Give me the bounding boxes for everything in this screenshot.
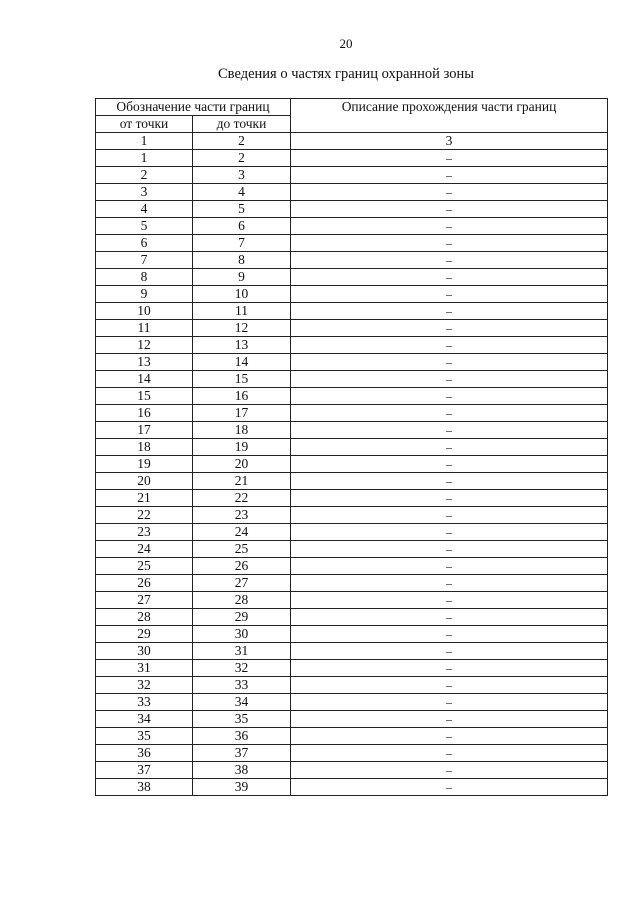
to-point-cell: 4: [193, 184, 291, 201]
from-point-cell: 32: [96, 677, 193, 694]
to-point-cell: 17: [193, 405, 291, 422]
table-row: [96, 473, 608, 490]
table-row: [96, 779, 608, 796]
description-cell: –: [291, 677, 608, 694]
to-point-cell: 25: [193, 541, 291, 558]
header-from-point: от точки: [96, 116, 193, 133]
column-index-cell: 3: [291, 133, 608, 150]
from-point-cell: 27: [96, 592, 193, 609]
table-row: [96, 558, 608, 575]
header-boundary-description: Описание прохождения части границ: [291, 99, 608, 133]
from-point-cell: 22: [96, 507, 193, 524]
from-point-cell: 29: [96, 626, 193, 643]
description-cell: –: [291, 711, 608, 728]
description-cell: –: [291, 490, 608, 507]
to-point-cell: 36: [193, 728, 291, 745]
to-point-cell: 14: [193, 354, 291, 371]
to-point-cell: 16: [193, 388, 291, 405]
table-row: [96, 371, 608, 388]
to-point-cell: 8: [193, 252, 291, 269]
table-row: [96, 762, 608, 779]
table-row: [96, 201, 608, 218]
table-row: [96, 490, 608, 507]
table-row: [96, 388, 608, 405]
from-point-cell: 33: [96, 694, 193, 711]
header-boundary-part-designation: Обозначение части границ: [96, 99, 291, 116]
table-row: [96, 745, 608, 762]
description-cell: –: [291, 388, 608, 405]
description-cell: –: [291, 609, 608, 626]
boundary-parts-table: [95, 98, 608, 796]
description-cell: –: [291, 405, 608, 422]
description-cell: –: [291, 320, 608, 337]
description-cell: –: [291, 303, 608, 320]
description-cell: –: [291, 575, 608, 592]
to-point-cell: 9: [193, 269, 291, 286]
table-row: [96, 456, 608, 473]
to-point-cell: 33: [193, 677, 291, 694]
description-cell: –: [291, 354, 608, 371]
from-point-cell: 17: [96, 422, 193, 439]
from-point-cell: 15: [96, 388, 193, 405]
description-cell: –: [291, 541, 608, 558]
to-point-cell: 32: [193, 660, 291, 677]
to-point-cell: 24: [193, 524, 291, 541]
table-row: [96, 303, 608, 320]
description-cell: –: [291, 252, 608, 269]
description-cell: –: [291, 422, 608, 439]
from-point-cell: 19: [96, 456, 193, 473]
document-title: Сведения о частях границ охранной зоны: [218, 66, 474, 82]
description-cell: –: [291, 371, 608, 388]
table-row: [96, 728, 608, 745]
from-point-cell: 16: [96, 405, 193, 422]
to-point-cell: 18: [193, 422, 291, 439]
description-cell: –: [291, 337, 608, 354]
table-row: [96, 286, 608, 303]
table-row: [96, 354, 608, 371]
table-row: [96, 609, 608, 626]
description-cell: –: [291, 762, 608, 779]
from-point-cell: 30: [96, 643, 193, 660]
column-index-cell: 2: [193, 133, 291, 150]
table-row: [96, 439, 608, 456]
from-point-cell: 38: [96, 779, 193, 796]
from-point-cell: 6: [96, 235, 193, 252]
to-point-cell: 38: [193, 762, 291, 779]
to-point-cell: 3: [193, 167, 291, 184]
description-cell: –: [291, 456, 608, 473]
from-point-cell: 1: [96, 150, 193, 167]
header-to-point: до точки: [193, 116, 291, 133]
to-point-cell: 13: [193, 337, 291, 354]
description-cell: –: [291, 167, 608, 184]
to-point-cell: 7: [193, 235, 291, 252]
table-row: [96, 252, 608, 269]
table-row: [96, 677, 608, 694]
table-header: [96, 99, 608, 150]
table-row: [96, 235, 608, 252]
table-row: [96, 405, 608, 422]
page-number: 20: [339, 36, 353, 51]
table-row: [96, 150, 608, 167]
from-point-cell: 34: [96, 711, 193, 728]
from-point-cell: 25: [96, 558, 193, 575]
table-row: [96, 643, 608, 660]
from-point-cell: 18: [96, 439, 193, 456]
column-index-cell: 1: [96, 133, 193, 150]
description-cell: –: [291, 218, 608, 235]
to-point-cell: 2: [193, 150, 291, 167]
description-cell: –: [291, 184, 608, 201]
to-point-cell: 10: [193, 286, 291, 303]
from-point-cell: 7: [96, 252, 193, 269]
description-cell: –: [291, 643, 608, 660]
from-point-cell: 26: [96, 575, 193, 592]
column-index-row: [96, 133, 608, 150]
table-row: [96, 167, 608, 184]
to-point-cell: 27: [193, 575, 291, 592]
to-point-cell: 23: [193, 507, 291, 524]
to-point-cell: 21: [193, 473, 291, 490]
description-cell: –: [291, 150, 608, 167]
from-point-cell: 12: [96, 337, 193, 354]
table-row: [96, 524, 608, 541]
description-cell: –: [291, 439, 608, 456]
table-row: [96, 507, 608, 524]
description-cell: –: [291, 626, 608, 643]
table-body: [96, 150, 608, 796]
from-point-cell: 28: [96, 609, 193, 626]
description-cell: –: [291, 235, 608, 252]
description-cell: –: [291, 745, 608, 762]
from-point-cell: 31: [96, 660, 193, 677]
from-point-cell: 21: [96, 490, 193, 507]
from-point-cell: 4: [96, 201, 193, 218]
from-point-cell: 23: [96, 524, 193, 541]
description-cell: –: [291, 269, 608, 286]
to-point-cell: 28: [193, 592, 291, 609]
description-cell: –: [291, 779, 608, 796]
table-row: [96, 218, 608, 235]
from-point-cell: 11: [96, 320, 193, 337]
description-cell: –: [291, 592, 608, 609]
from-point-cell: 36: [96, 745, 193, 762]
description-cell: –: [291, 558, 608, 575]
to-point-cell: 5: [193, 201, 291, 218]
from-point-cell: 20: [96, 473, 193, 490]
to-point-cell: 12: [193, 320, 291, 337]
table-row: [96, 660, 608, 677]
from-point-cell: 2: [96, 167, 193, 184]
to-point-cell: 34: [193, 694, 291, 711]
description-cell: –: [291, 728, 608, 745]
from-point-cell: 5: [96, 218, 193, 235]
table-row: [96, 694, 608, 711]
from-point-cell: 8: [96, 269, 193, 286]
description-cell: –: [291, 660, 608, 677]
table-row: [96, 184, 608, 201]
to-point-cell: 19: [193, 439, 291, 456]
to-point-cell: 26: [193, 558, 291, 575]
table-row: [96, 626, 608, 643]
to-point-cell: 6: [193, 218, 291, 235]
to-point-cell: 37: [193, 745, 291, 762]
to-point-cell: 22: [193, 490, 291, 507]
from-point-cell: 10: [96, 303, 193, 320]
table-row: [96, 592, 608, 609]
table-row: [96, 337, 608, 354]
table-row: [96, 320, 608, 337]
description-cell: –: [291, 286, 608, 303]
to-point-cell: 35: [193, 711, 291, 728]
description-cell: –: [291, 507, 608, 524]
from-point-cell: 9: [96, 286, 193, 303]
to-point-cell: 11: [193, 303, 291, 320]
table-row: [96, 541, 608, 558]
from-point-cell: 3: [96, 184, 193, 201]
to-point-cell: 39: [193, 779, 291, 796]
from-point-cell: 37: [96, 762, 193, 779]
description-cell: –: [291, 524, 608, 541]
to-point-cell: 29: [193, 609, 291, 626]
to-point-cell: 15: [193, 371, 291, 388]
to-point-cell: 20: [193, 456, 291, 473]
table-row: [96, 711, 608, 728]
from-point-cell: 35: [96, 728, 193, 745]
table-row: [96, 269, 608, 286]
from-point-cell: 14: [96, 371, 193, 388]
from-point-cell: 24: [96, 541, 193, 558]
table-row: [96, 575, 608, 592]
description-cell: –: [291, 473, 608, 490]
table-row: [96, 422, 608, 439]
to-point-cell: 31: [193, 643, 291, 660]
description-cell: –: [291, 201, 608, 218]
to-point-cell: 30: [193, 626, 291, 643]
from-point-cell: 13: [96, 354, 193, 371]
description-cell: –: [291, 694, 608, 711]
